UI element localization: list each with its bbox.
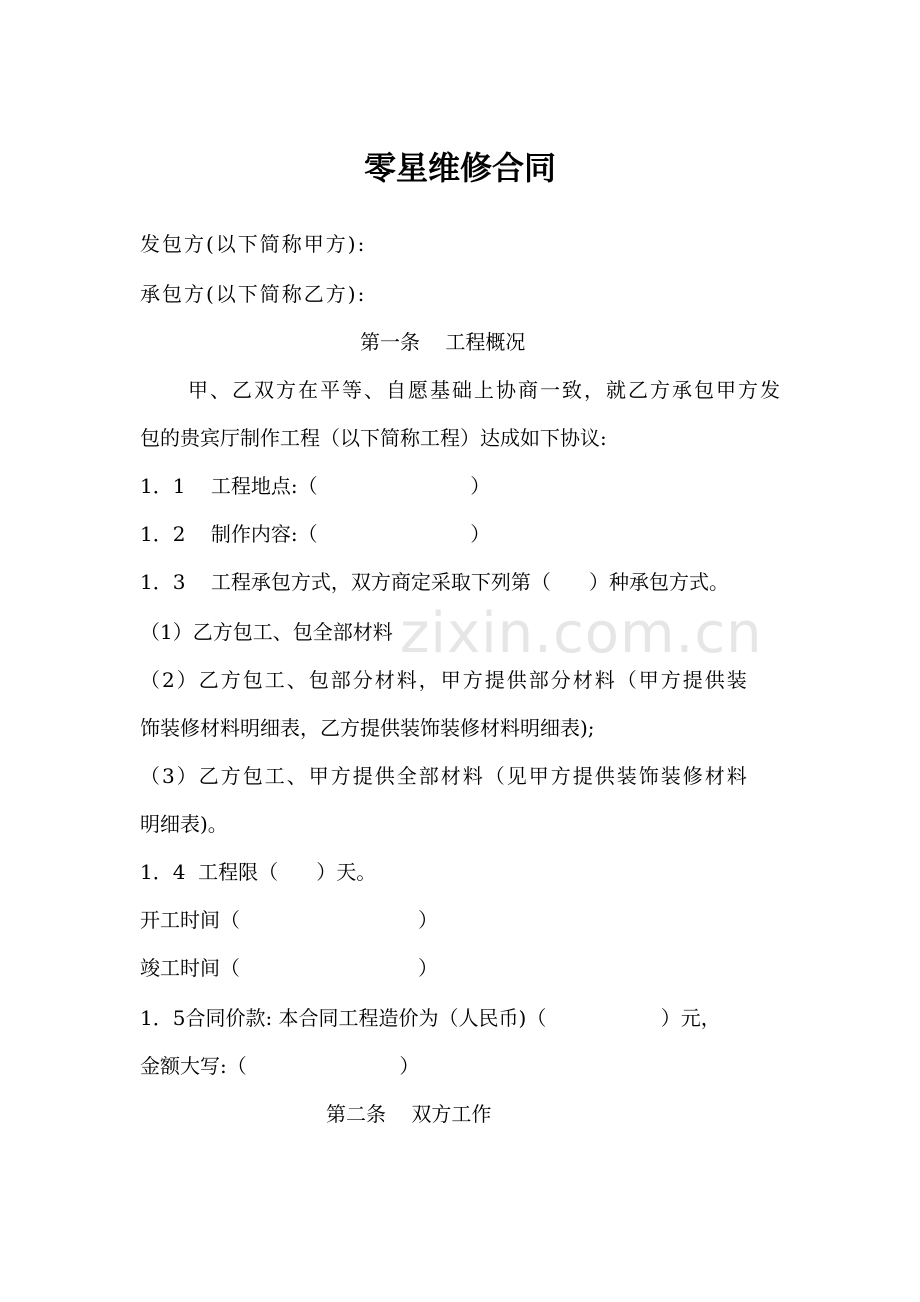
article-2-heading: 第二条 双方工作 [326, 1102, 492, 1126]
amount-words-line: 金额大写:（ ） [140, 1054, 420, 1078]
option-3-line-2: 明细表)。 [140, 812, 228, 836]
article-1-heading: 第一条 工程概况 [360, 330, 526, 354]
item-1-5: 1．5合同价款: 本合同工程造价为（人民币)（ ）元， [140, 1006, 721, 1030]
party-a-line: 发包方(以下简称甲方): [140, 232, 367, 256]
item-1-2: 1．2 制作内容:（ ） [140, 522, 491, 546]
intro-line-1: 甲、乙双方在平等、自愿基础上协商一致，就乙方承包甲方发 [188, 378, 782, 402]
item-1-4: 1．4 工程限（ ）天。 [140, 860, 377, 884]
watermark: zixin.com.cn [400, 601, 763, 666]
option-2-line-1: （2）乙方包工、包部分材料，甲方提供部分材料（甲方提供装 [140, 668, 749, 692]
intro-line-2: 包的贵宾厅制作工程（以下简称工程）达成如下协议: [140, 426, 607, 450]
start-time-line: 开工时间（ ） [140, 908, 439, 932]
option-2-line-2: 饰装修材料明细表，乙方提供装饰装修材料明细表); [140, 716, 595, 740]
end-time-line: 竣工时间（ ） [140, 956, 439, 980]
party-b-line: 承包方(以下简称乙方): [140, 282, 367, 306]
item-1-1: 1．1 工程地点:（ ） [140, 474, 491, 498]
item-1-3: 1．3 工程承包方式，双方商定采取下列第（ ）种承包方式。 [140, 570, 730, 594]
document-title: 零星维修合同 [363, 149, 556, 187]
option-1: （1）乙方包工、包全部材料 [140, 620, 393, 644]
option-3-line-1: （3）乙方包工、甲方提供全部材料（见甲方提供装饰装修材料 [140, 764, 749, 788]
